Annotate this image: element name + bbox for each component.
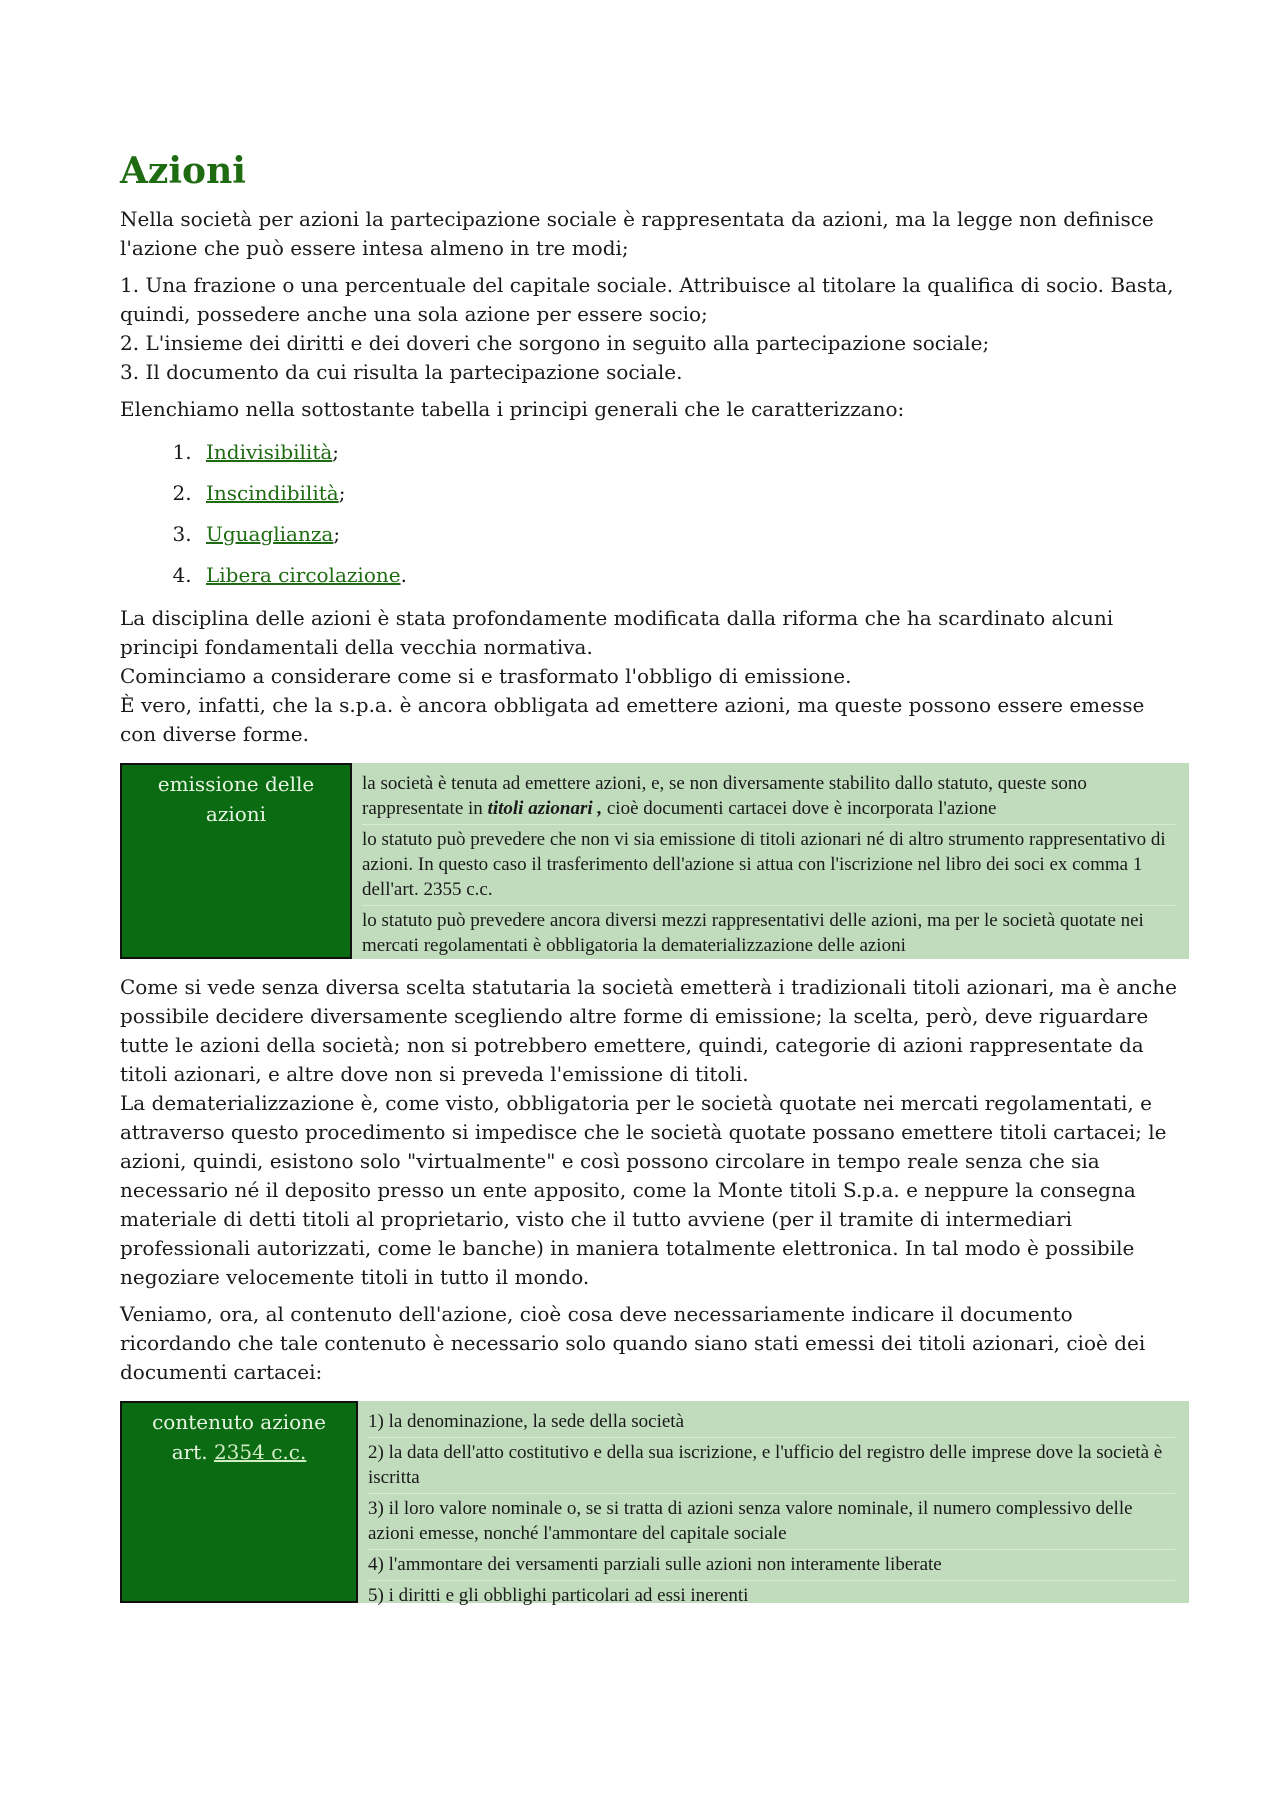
principles-list <box>120 432 1185 596</box>
table-row: lo statuto può prevedere ancora diversi mezzi rappresentativi delle azioni, ma per le società quotate nei mercati regolamentati è obbligatoria la dematerializzazione delle azioni <box>362 910 1144 957</box>
content-table <box>120 1401 1189 1607</box>
reform-block <box>120 604 1185 749</box>
content-intro: Veniamo, ora, al contenuto dell'azione, cioè cosa deve necessariamente indicare il documento ricordando che tale contenuto è necessario solo quando siano stati emessi dei titoli azionari, cioè dei documenti cartacei: <box>120 1302 1146 1385</box>
principle-link-uguaglianza[interactable]: Uguaglianza <box>206 522 334 547</box>
principle-link-libera-circolazione[interactable]: Libera circolazione <box>206 563 401 588</box>
meanings-block <box>120 271 1185 387</box>
principles-intro: Elenchiamo nella sottostante tabella i principi generali che le caratterizzano: <box>120 397 905 422</box>
reform-paragraph: La disciplina delle azioni è stata profondamente modificata dalla riforma che ha scardinato alcuni principi fondamentali della vecchia normativa. <box>120 606 1114 660</box>
list-item: 1. Indivisibilità; <box>198 432 1185 473</box>
table-row: la società è tenuta ad emettere azioni, e, se non diversamente stabilito dallo statuto, queste sono rappresentate in titoli azionari , cioè documenti cartacei dove è incorporata l'azione <box>362 769 1175 825</box>
reform-paragraph: Cominciamo a considerare come si e trasformato l'obbligo di emissione. <box>120 664 852 689</box>
intro-paragraph: Nella società per azioni la partecipazione sociale è rappresentata da azioni, ma la legge non definisce l'azione che può essere intesa almeno in tre modi; <box>120 207 1154 261</box>
body-paragraph: Come si vede senza diversa scelta statutaria la società emetterà i tradizionali titoli azionari, ma è anche possibile decidere diversamente scegliendo altre forme di emissione; la scelta, però, deve riguardare tutte le azioni della società; non si potrebbero emettere, quindi, categorie di azioni rappresentate da titoli azionari, e altre dove non si preveda l'emissione di titoli. <box>120 975 1177 1087</box>
page-title: Azioni <box>120 150 246 192</box>
table-row: 5) i diritti e gli obblighi particolari ad essi inerenti <box>368 1585 749 1607</box>
body-paragraph: La dematerializzazione è, come visto, obbligatoria per le società quotate nei mercati regolamentati, e attraverso questo procedimento si impedisce che le società quotate possano emettere titoli cartacei; le azioni, quindi, esistono solo "virtualmente" e così possono circolare in tempo reale senza che sia necessario né il deposito presso un ente apposito, come la Monte titoli S.p.a. e neppure la consegna materiale di detti titoli al proprietario, visto che il tutto avviene (per il tramite di intermediari professionali autorizzati, come le banche) in maniera totalmente elettronica. In tal modo è possibile negoziare velocemente titoli in tutto il mondo. <box>120 1091 1167 1290</box>
emission-table-header: emissione delle azioni <box>120 763 352 959</box>
article-link[interactable]: 2354 c.c. <box>213 1440 307 1465</box>
table-row: 1) la denominazione, la sede della società <box>368 1407 1175 1438</box>
meaning-item: 1. Una frazione o una percentuale del capitale sociale. Attribuisce al titolare la qualifica di socio. Basta, quindi, possedere anche una sola azione per essere socio; <box>120 273 1174 327</box>
after-table-block <box>120 973 1185 1292</box>
meaning-item: 2. L'insieme dei diritti e dei doveri che sorgono in seguito alla partecipazione sociale; <box>120 331 990 356</box>
emission-table-body <box>352 763 1189 959</box>
list-item: 3. Uguaglianza; <box>198 514 1185 555</box>
list-item: 4. Libera circolazione. <box>198 555 1185 596</box>
table-row: lo statuto può prevedere che non vi sia emissione di titoli azionari né di altro strumento rappresentativo di azioni. In questo caso il trasferimento dell'azione si attua con l'iscrizione nel libro dei soci ex comma 1 dell'art. 2355 c.c. <box>362 825 1175 906</box>
principle-link-indivisibilita[interactable]: Indivisibilità <box>206 440 333 465</box>
table-row: 3) il loro valore nominale o, se si tratta di azioni senza valore nominale, il numero complessivo delle azioni emesse, nonché l'ammontare del capitale sociale <box>368 1494 1175 1550</box>
principle-link-inscindibilita[interactable]: Inscindibilità <box>206 481 339 506</box>
content-table-header: contenuto azione art. 2354 c.c. <box>120 1401 358 1603</box>
content-table-body <box>358 1401 1189 1607</box>
document-page <box>120 150 1185 1617</box>
list-item: 2. Inscindibilità; <box>198 473 1185 514</box>
reform-paragraph: È vero, infatti, che la s.p.a. è ancora obbligata ad emettere azioni, ma queste possono essere emesse con diverse forme. <box>120 693 1145 747</box>
emission-table <box>120 763 1189 959</box>
table-row: 2) la data dell'atto costitutivo e della sua iscrizione, e l'ufficio del registro delle imprese dove la società è iscritta <box>368 1438 1175 1494</box>
bold-term: titoli azionari , <box>487 798 603 820</box>
meaning-item: 3. Il documento da cui risulta la partecipazione sociale. <box>120 360 683 385</box>
table-row: 4) l'ammontare dei versamenti parziali sulle azioni non interamente liberate <box>368 1550 1175 1581</box>
